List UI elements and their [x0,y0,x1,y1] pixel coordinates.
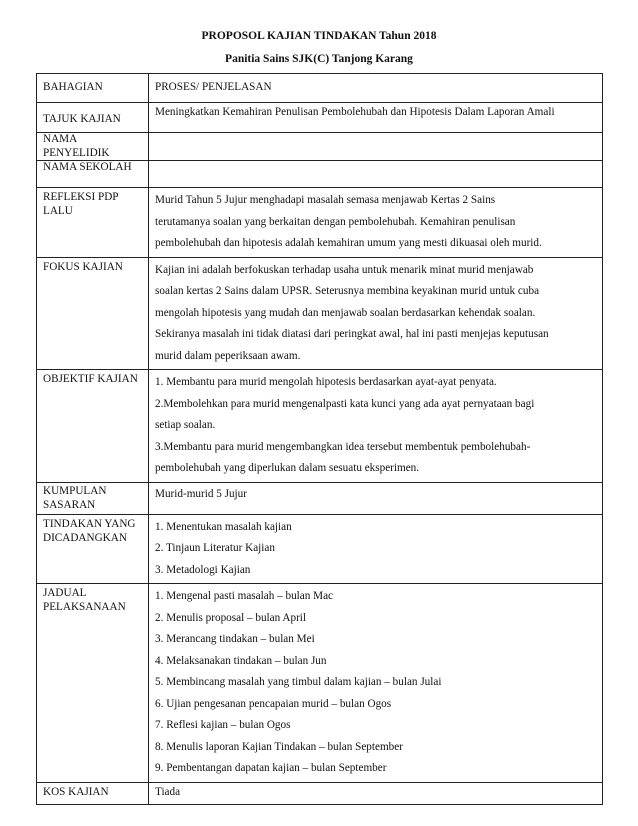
row-value [149,257,603,370]
row-fokus-kajian [37,257,603,370]
row-kumpulan-sasaran [37,482,603,514]
text-line: murid dalam peperiksaan awam. [155,349,301,362]
row-label: OBJEKTIF KAJIAN [37,370,149,483]
text-line: terutamanya soalan yang berkaitan dengan pembolehubah. Kemahiran penulisan [155,215,516,228]
row-label: TINDAKAN YANG DICADANGKAN [37,514,149,584]
text-line: 8. Menulis laporan Kajian Tindakan – bulan September [155,740,403,753]
text-line: 1. Membantu para murid mengolah hipotesis berdasarkan ayat-ayat penyata. [155,376,497,388]
row-nama-penyelidik [37,133,603,161]
text-line: 5. Membincang masalah yang timbul dalam kajian – bulan Julai [155,676,442,688]
row-value: Meningkatkan Kemahiran Penulisan Pembolehubah dan Hipotesis Dalam Laporan Amali [149,103,603,133]
row-label: NAMA SEKOLAH [37,161,149,188]
row-label: FOKUS KAJIAN [37,257,149,370]
text-line: 1. Menentukan masalah kajian [155,520,292,533]
row-label: JADUAL PELAKSANAAN [37,584,149,783]
row-label: REFLEKSI PDP LALU [37,188,149,258]
text-line: Kajian ini adalah berfokuskan terhadap usaha untuk menarik minat murid menjawab [155,263,534,276]
row-tajuk-kajian [37,103,603,133]
row-refleksi [37,188,603,258]
row-value [149,133,603,161]
row-value [149,188,603,258]
row-value [149,514,603,584]
text-line: 6. Ujian pengesanan pencapaian murid – bulan Ogos [155,697,392,710]
text-line: setiap soalan. [155,419,216,431]
text-line: 1. Mengenal pasti masalah – bulan Mac [155,590,334,602]
header-label: BAHAGIAN [37,74,149,103]
text-line: mengolah hipotesis yang mudah dan menjawab soalan berdasarkan kehendak soalan. [155,306,536,319]
text-line: soalan kertas 2 Sains dalam UPSR. Seterusnya membina keyakinan murid untuk cuba [155,285,540,297]
text-line: 2.Membolehkan para murid mengenalpasti kata kunci yang ada ayat pernyataan bagi [155,397,535,410]
row-label: TAJUK KAJIAN [37,103,149,133]
row-value [149,161,603,188]
text-line: 3.Membantu para murid mengembangkan idea tersebut membentuk pembolehubah- [155,440,531,453]
row-nama-sekolah [37,161,603,188]
header-value: PROSES/ PENJELASAN [149,74,603,103]
row-value [149,584,603,783]
document-title: PROPOSOL KAJIAN TINDAKAN Tahun 2018 [201,30,437,42]
proposal-table [36,73,603,805]
row-label: NAMA PENYELIDIK [37,133,149,161]
text-line: 7. Reflesi kajian – bulan Ogos [155,719,291,731]
row-label: KUMPULAN SASARAN [37,482,149,514]
text-line: 3. Merancang tindakan – bulan Mei [155,633,315,645]
row-kos-kajian [37,782,603,804]
text-line: pembolehubah dan hipotesis adalah kemahiran umum yang mesti dikuasai oleh murid. [155,237,542,249]
row-tindakan [37,514,603,584]
text-line: 9. Pembentangan dapatan kajian – bulan September [155,762,387,774]
text-line: 3. Metadologi Kajian [155,563,251,576]
text-line: pembolehubah yang diperlukan dalam sesuatu eksperimen. [155,462,420,474]
row-jadual-pelaksanaan [37,584,603,783]
row-value: Murid-murid 5 Jujur [149,482,603,514]
text-line: Sekiranya masalah ini tidak diatasi dari peringkat awal, hal ini pasti menjejas keputusan [155,328,549,340]
text-line: 2. Menulis proposal – bulan April [155,611,307,624]
table-header-row [37,74,603,103]
row-value: Tiada [149,782,603,804]
text-line: 2. Tinjaun Literatur Kajian [155,542,275,554]
row-value [149,370,603,483]
document-subtitle: Panitia Sains SJK(C) Tanjong Karang [225,53,413,65]
text-line: Murid Tahun 5 Jujur menghadapi masalah semasa menjawab Kertas 2 Sains [155,194,496,206]
text-line: 4. Melaksanakan tindakan – bulan Jun [155,654,327,667]
row-label: KOS KAJIAN [37,782,149,804]
row-objektif-kajian [37,370,603,483]
